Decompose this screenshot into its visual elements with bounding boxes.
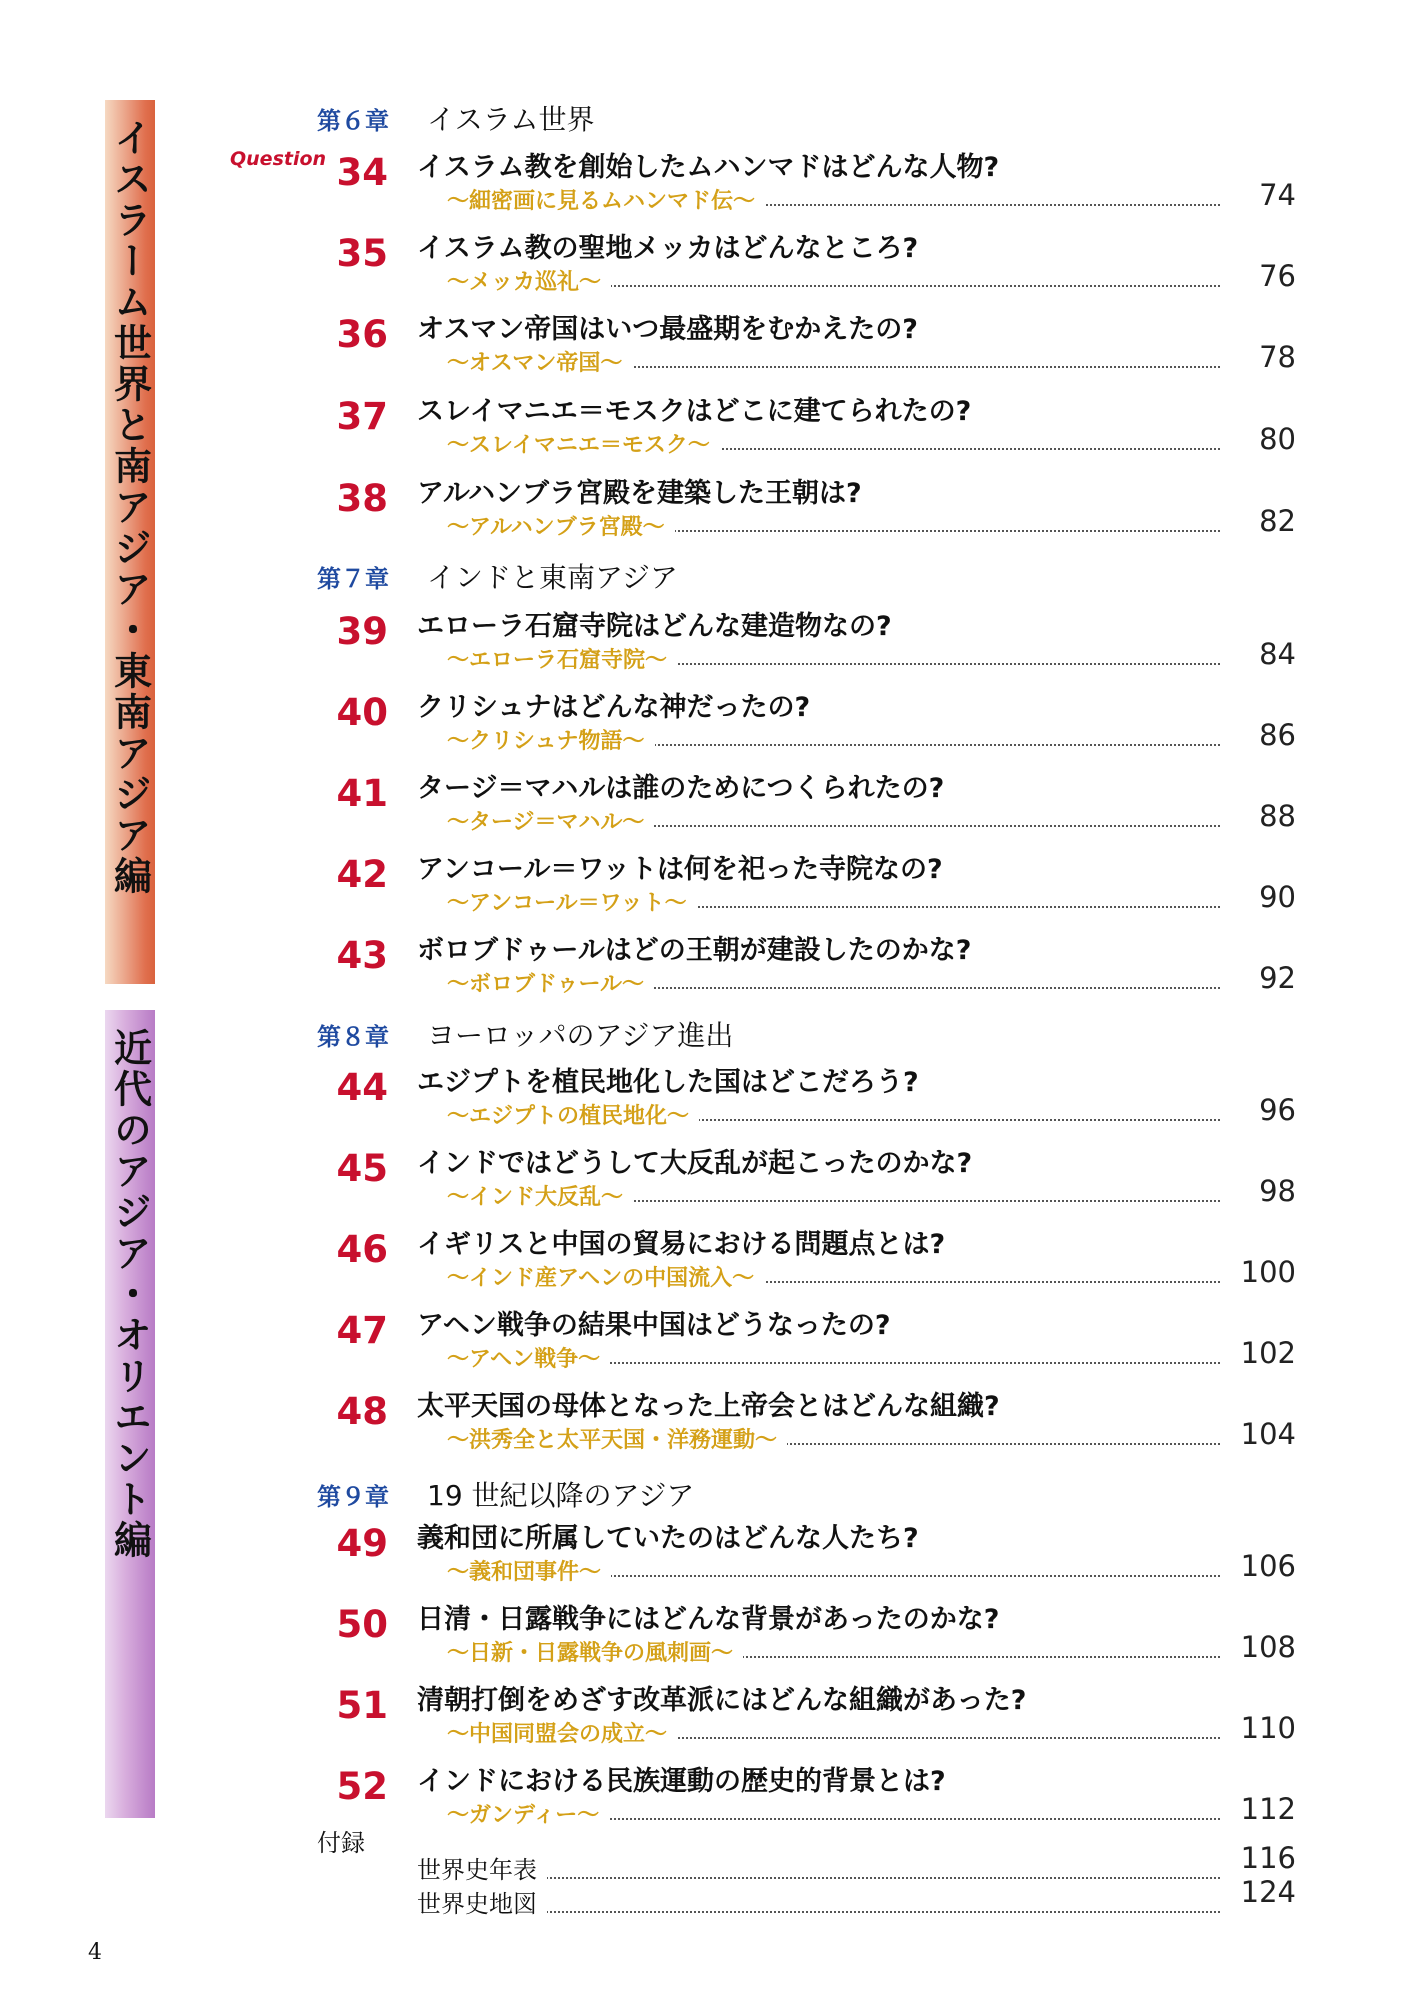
- question-number: 39: [336, 610, 388, 653]
- toc-entry[interactable]: [330, 474, 1300, 554]
- chapter-title: イスラム世界: [427, 103, 595, 136]
- question-number: 38: [336, 477, 388, 520]
- entry-page: 82: [1259, 504, 1296, 538]
- chapter-number: 第８章: [317, 1022, 389, 1051]
- chapter-heading: [317, 98, 594, 138]
- chapter-title: 19 世紀以降のアジア: [427, 1479, 695, 1512]
- toc-entry[interactable]: [330, 229, 1300, 309]
- entry-title: アルハンブラ宮殿を建築した王朝は?: [417, 478, 862, 509]
- toc-entry[interactable]: [330, 1762, 1300, 1842]
- entry-title: 太平天国の母体となった上帝会とはどんな組織?: [417, 1391, 1000, 1422]
- entry-subtitle: 〜クリシュナ物語〜: [447, 726, 655, 758]
- question-number: 43: [336, 934, 388, 977]
- entry-page: 100: [1240, 1255, 1296, 1289]
- toc-entry[interactable]: [330, 1063, 1300, 1143]
- entry-subtitle: 〜エジプトの植民地化〜: [447, 1101, 699, 1133]
- entry-page: 88: [1259, 799, 1296, 833]
- question-number: 51: [336, 1684, 388, 1727]
- question-number: 41: [336, 772, 388, 815]
- entry-subtitle: 〜洪秀全と太平天国・洋務運動〜: [447, 1425, 787, 1457]
- question-number: 52: [336, 1765, 388, 1808]
- entry-subtitle: 〜ボロブドゥール〜: [447, 969, 654, 1001]
- page-number: 4: [88, 1940, 102, 1965]
- entry-page: 96: [1259, 1093, 1296, 1127]
- toc-entry[interactable]: [330, 1144, 1300, 1224]
- entry-title: イギリスと中国の貿易における問題点とは?: [417, 1229, 946, 1260]
- entry-subtitle: 〜エローラ石窟寺院〜: [447, 645, 677, 677]
- entry-title: アンコール＝ワットは何を祀った寺院なの?: [417, 854, 943, 885]
- entry-subtitle: 〜アルハンブラ宮殿〜: [447, 512, 675, 544]
- entry-subtitle: 〜日新・日露戦争の風刺画〜: [447, 1638, 743, 1670]
- toc-entry[interactable]: [330, 688, 1300, 768]
- entry-subtitle: 〜アヘン戦争〜: [447, 1344, 610, 1376]
- entry-subtitle: 〜インド産アヘンの中国流入〜: [447, 1263, 764, 1295]
- entry-title: インドにおける民族運動の歴史的背景とは?: [417, 1766, 946, 1797]
- entry-title: イスラム教を創始したムハンマドはどんな人物?: [417, 152, 1000, 183]
- toc-entry[interactable]: [330, 769, 1300, 849]
- entry-subtitle: 〜中国同盟会の成立〜: [447, 1719, 677, 1751]
- question-number: 48: [336, 1390, 388, 1433]
- entry-title: インドではどうして大反乱が起こったのかな?: [417, 1148, 973, 1179]
- appendix-item-title: 世界史地図: [417, 1887, 547, 1921]
- toc-entry[interactable]: [330, 607, 1300, 687]
- chapter-heading: [317, 556, 678, 596]
- toc-entry[interactable]: [330, 310, 1300, 390]
- side-tab-label: イスラーム世界と南アジア・東南アジア編: [107, 118, 152, 897]
- chapter-number: 第６章: [317, 106, 389, 135]
- question-number: 36: [336, 313, 388, 356]
- entry-title: イスラム教の聖地メッカはどんなところ?: [417, 233, 919, 264]
- question-number: 37: [336, 395, 388, 438]
- entry-title: 日清・日露戦争にはどんな背景があったのかな?: [417, 1604, 1000, 1635]
- entry-page: 90: [1259, 880, 1296, 914]
- question-number: 50: [336, 1603, 388, 1646]
- toc-entry[interactable]: [330, 931, 1300, 1011]
- toc-entry[interactable]: [330, 850, 1300, 930]
- entry-subtitle: 〜義和団事件〜: [447, 1557, 611, 1589]
- chapter-title: インドと東南アジア: [427, 561, 678, 594]
- entry-title: ボロブドゥールはどの王朝が建設したのかな?: [417, 935, 972, 966]
- toc-entry[interactable]: [330, 1387, 1300, 1467]
- appendix-item[interactable]: [417, 1841, 1300, 1889]
- entry-subtitle: 〜オスマン帝国〜: [447, 348, 632, 380]
- question-number: 40: [336, 691, 388, 734]
- toc-entry[interactable]: [330, 1681, 1300, 1761]
- appendix-item[interactable]: [417, 1875, 1300, 1923]
- toc-entry[interactable]: [330, 1600, 1300, 1680]
- entry-page: 106: [1240, 1549, 1296, 1583]
- chapter-heading: [317, 1474, 694, 1514]
- appendix-label: 付録: [317, 1829, 365, 1857]
- entry-page: 84: [1259, 637, 1296, 671]
- side-tab-label: 近代のアジア・オリエント編: [107, 1028, 152, 1561]
- entry-page: 102: [1240, 1336, 1296, 1370]
- entry-subtitle: 〜ガンディー〜: [447, 1800, 609, 1832]
- side-tab-modern-asia: [105, 1010, 155, 1818]
- question-number: 45: [336, 1147, 388, 1190]
- entry-title: エローラ石窟寺院はどんな建造物なの?: [417, 611, 892, 642]
- question-number: 35: [336, 232, 388, 275]
- question-label: Question: [230, 148, 327, 170]
- appendix-item-title: 世界史年表: [417, 1853, 547, 1887]
- entry-subtitle: 〜スレイマニエ＝モスク〜: [447, 430, 720, 462]
- side-tab-islamic-asia: [105, 100, 155, 984]
- entry-page: 112: [1240, 1792, 1296, 1826]
- toc-entry[interactable]: [330, 1306, 1300, 1386]
- toc-entry[interactable]: [330, 1519, 1300, 1599]
- chapter-heading: [317, 1014, 733, 1054]
- chapter-title: ヨーロッパのアジア進出: [427, 1019, 734, 1052]
- entry-page: 74: [1259, 178, 1296, 212]
- entry-title: オスマン帝国はいつ最盛期をむかえたの?: [417, 314, 918, 345]
- entry-title: スレイマニエ＝モスクはどこに建てられたの?: [417, 396, 972, 427]
- entry-page: 80: [1259, 422, 1296, 456]
- toc-entry[interactable]: [330, 1225, 1300, 1305]
- entry-title: 義和団に所属していたのはどんな人たち?: [417, 1523, 919, 1554]
- entry-title: エジプトを植民地化した国はどこだろう?: [417, 1067, 919, 1098]
- entry-page: 110: [1240, 1711, 1296, 1745]
- entry-page: 86: [1259, 718, 1296, 752]
- entry-subtitle: 〜タージ＝マハル〜: [447, 807, 654, 839]
- entry-page: 76: [1259, 259, 1296, 293]
- entry-title: タージ＝マハルは誰のためにつくられたの?: [417, 773, 945, 804]
- question-number: 44: [336, 1066, 388, 1109]
- question-number: 49: [336, 1522, 388, 1565]
- question-number: 34: [336, 151, 388, 194]
- entry-subtitle: 〜アンコール＝ワット〜: [447, 888, 697, 920]
- appendix-item-page: 124: [1240, 1875, 1296, 1909]
- toc-entry[interactable]: [330, 148, 1300, 228]
- entry-subtitle: 〜インド大反乱〜: [447, 1182, 633, 1214]
- entry-page: 108: [1240, 1630, 1296, 1664]
- question-number: 42: [336, 853, 388, 896]
- toc-entry[interactable]: [330, 392, 1300, 472]
- entry-title: アヘン戦争の結果中国はどうなったの?: [417, 1310, 891, 1341]
- chapter-number: 第７章: [317, 564, 389, 593]
- entry-page: 92: [1259, 961, 1296, 995]
- appendix-item-page: 116: [1240, 1841, 1296, 1875]
- entry-subtitle: 〜細密画に見るムハンマド伝〜: [447, 186, 765, 218]
- question-number: 46: [336, 1228, 388, 1271]
- question-number: 47: [336, 1309, 388, 1352]
- entry-subtitle: 〜メッカ巡礼〜: [447, 267, 611, 299]
- chapter-number: 第９章: [317, 1482, 389, 1511]
- entry-page: 78: [1259, 340, 1296, 374]
- entry-title: 清朝打倒をめざす改革派にはどんな組織があった?: [417, 1685, 1027, 1716]
- entry-page: 98: [1259, 1174, 1296, 1208]
- entry-page: 104: [1240, 1417, 1296, 1451]
- entry-title: クリシュナはどんな神だったの?: [417, 692, 811, 723]
